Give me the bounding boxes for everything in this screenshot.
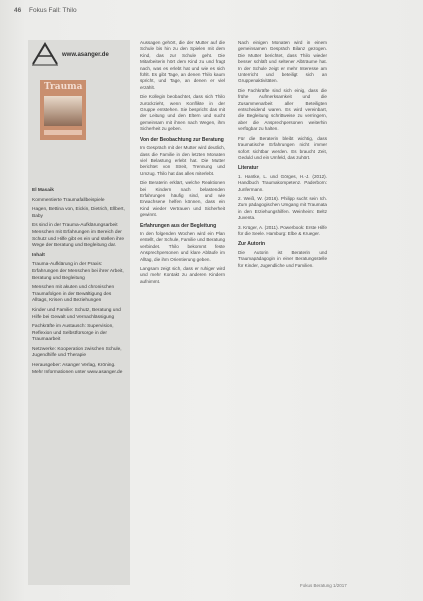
- article-paragraph: In den folgenden Wochen wird ein Plan erstellt, der Schule, Familie und Beratung verbindet. Thilo bekommt feste Ansprechpersonen und klare Abläufe im Alltag, die ihm Orientierung geben.: [140, 230, 225, 262]
- book-description-paragraph: Es sind in der Trauma-Aufklärungsarbeit Menschen mit Erfahrungen im Bereich der Schutz und Hilfe gibt es ein und stellen ihre Wege der Beratung und Begleitung dar.: [32, 223, 124, 249]
- article-subheading: Von der Beobachtung zur Beratung: [140, 136, 224, 143]
- book-cover-title: Trauma: [44, 82, 83, 92]
- book-description-paragraph: Menschen mit akuten und chronischen Traumafolgen in der Bewältigung des Alltags, Krisen und Beziehungen: [32, 285, 115, 304]
- article-column-1: [140, 40, 225, 288]
- article-paragraph: Für die Beraterin bleibt wichtig, dass traumatische Erfahrungen nicht immer sofort sichtbar werden. Es braucht Zeit, Geduld und ein Umfeld, das zuhört.: [238, 135, 327, 160]
- book-description-paragraph: Herausgeber: Asanger Verlag, Kröning. Mehr Informationen unter www.asanger.de: [32, 363, 123, 375]
- article-paragraph: Im Gespräch mit der Mutter wird deutlich, dass die Familie in den letzten Monaten viel Belastung erlebt hat. Die Mutter berichtet von Streit, Trennung und Umzug. Thilo hat das alles miterlebt.: [140, 145, 225, 176]
- article-paragraph: Die Beraterin erklärt, welche Reaktionen bei Kindern nach belastenden Erfahrungen häufig sind, und wie Erwachsene helfen können, dass ein Kind wieder Vertrauen und Sicherheit gewinnt.: [140, 180, 225, 218]
- publisher-url[interactable]: www.asanger.de: [62, 52, 109, 58]
- article-column-2: [238, 40, 327, 272]
- section-title: Fokus Fall: Thilo: [29, 7, 77, 14]
- page-footer: Fokus Beratung 1/2017: [300, 583, 347, 588]
- book-description-paragraph: El Masaik: [32, 188, 54, 193]
- article-paragraph: 2. Weiß, W. (2016). Philipp sucht sein Ich. Zum pädagogischen Umgang mit Traumata in den Erziehungshilfen. Weinheim: Beltz Juventa.: [238, 195, 327, 221]
- page-number: 46: [14, 7, 22, 14]
- book-description-paragraph: Fachkräfte im Austausch: Supervision, Reflexion und Selbstfürsorge in der Traumaarbeit: [32, 324, 114, 343]
- article-subheading: Literatur: [238, 165, 259, 172]
- book-description: [32, 188, 126, 379]
- article-paragraph: 3. Krüger, A. (2011). Powerbook: Erste Hilfe für die Seele. Hamburg: Elbe & Krueger.: [238, 224, 327, 236]
- book-sidebar: [28, 40, 130, 585]
- asanger-logo-icon: [31, 42, 59, 66]
- article-paragraph: Die Autorin ist Beraterin und Traumapädagogin in einer Beratungsstelle für Kinder, Jugendliche und Familien.: [238, 249, 327, 268]
- article-paragraph: Nach einigen Monaten wird in einem gemeinsamen Gespräch Bilanz gezogen. Die Mutter berichtet, dass Thilo wieder besser schläft und seltener Albträume hat. In der Schule zeigt er mehr Interesse am Unterricht und beteiligt sich an Gruppenaktivitäten.: [238, 40, 327, 84]
- page-header: [14, 7, 77, 19]
- book-cover-image: [44, 96, 82, 126]
- book-description-paragraph: Trauma-Aufklärung in der Praxis: Erfahrungen der Menschen bei ihrer Arbeit, Beratung und Begleitung: [32, 262, 124, 281]
- book-cover-band: [44, 130, 82, 135]
- article-paragraph: Die Fachkräfte sind sich einig, dass die frühe Aufmerksamkeit und die Zusammenarbeit aller Beteiligten entscheidend waren. Es wird vereinbart, die Begleitung schrittweise zu verringern, aber die Ansprechpersonen weiterhin verfügbar zu halten.: [238, 87, 327, 132]
- book-description-paragraph: Hagen, Bettina von, Eickin, Dietrich, Ellbert, Baby: [32, 207, 125, 219]
- article-paragraph: 1. Hantke, L. und Görges, H.-J. (2012). Handbuch Traumakompetenz. Paderborn: Junfermann.: [238, 173, 327, 192]
- article-paragraph: Aussagen gehört, die der Mutter auf die Schule bis hin zu den Spielen mit dem Kind, das zur Schule geht. Die Mitarbeiterin hört dem Kind zu und fragt nach, was es erlebt hat und wie es sich fühlt. Es gibt Tage, an denen Thilo kaum spricht, und Tage, an denen er viel erzählt.: [140, 40, 225, 90]
- article-paragraph: Langsam zeigt sich, dass er ruhiger wird und mehr Kontakt zu anderen Kindern aufnimmt.: [140, 266, 225, 284]
- book-description-paragraph: Netzwerke: Kooperation zwischen Schule, Jugendhilfe und Therapie: [32, 346, 122, 359]
- article-subheading: Zur Autorin: [238, 241, 266, 248]
- article-subheading: Erfahrungen aus der Begleitung: [140, 222, 217, 229]
- article-paragraph: Die Kollegin beobachtet, dass sich Thilo zurückzieht, wenn Konflikte in der Gruppe entstehen. Sie bespricht das mit der Leitung und den Eltern und sucht gemeinsam mit ihnen nach Wegen, ihm Sicherheit zu geben.: [140, 94, 225, 132]
- book-description-paragraph: Inhalt: [32, 252, 45, 258]
- publisher-logo: [28, 40, 130, 72]
- book-cover: [40, 80, 86, 140]
- book-description-paragraph: Kommentierte Traumafallbeispiele: [32, 197, 105, 203]
- book-description-paragraph: Kinder und Familie: Schutz, Beratung und Hilfe bei Gewalt und Vernachlässigung: [32, 307, 121, 320]
